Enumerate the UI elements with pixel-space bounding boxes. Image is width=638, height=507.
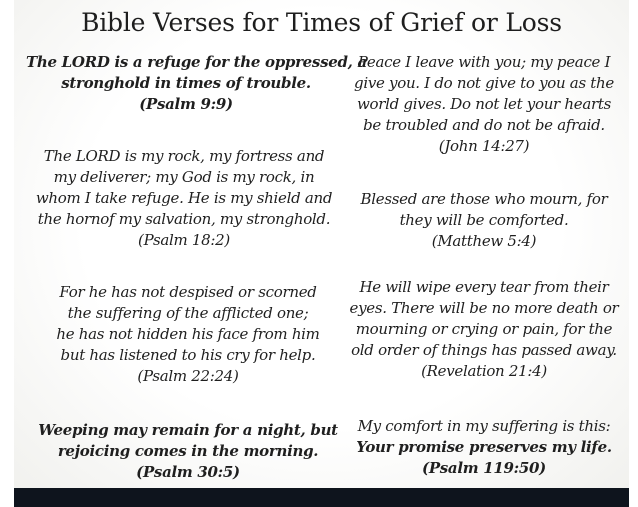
verse-line: stronghold in times of trouble. (61, 74, 311, 92)
verse-line: the hornof my salvation, my stronghold. (37, 210, 331, 228)
verse-line: mourning or crying or pain, for the (355, 320, 613, 338)
verse-matthew-5-4 (339, 189, 629, 252)
verse-line: He will wipe every tear from their (359, 278, 609, 296)
verse-line: but has listened to his cry for help. (60, 346, 316, 364)
verse-reference: (Psalm 22:24) (137, 367, 239, 385)
verse-line: whom I take refuge. He is my shield and (35, 189, 333, 207)
verse-reference: (Psalm 18:2) (138, 231, 230, 249)
verse-psalm-30-5 (28, 420, 348, 483)
verse-line: The LORD is a refuge for the oppressed, a (26, 53, 367, 71)
verse-line: they will be comforted. (399, 211, 569, 229)
verse-line: For he has not despised or scorned (59, 283, 317, 301)
verse-line: give you. I do not give to you as the (354, 74, 614, 92)
verse-reference: (Psalm 119:50) (422, 459, 546, 477)
verse-line: eyes. There will be no more death or (349, 299, 619, 317)
verse-reference: (Revelation 21:4) (421, 362, 547, 380)
verse-line: the suffering of the afflicted one; (67, 304, 309, 322)
verse-reference: (John 14:27) (438, 137, 530, 155)
verse-reference: (Psalm 9:9) (139, 95, 233, 113)
verse-line: The LORD is my rock, my fortress and (43, 147, 325, 165)
bottom-bar (14, 488, 629, 507)
verse-line: Blessed are those who mourn, for (360, 190, 608, 208)
verse-line: My comfort in my suffering is this: (357, 417, 611, 435)
verse-line: Peace I leave with you; my peace I (357, 53, 611, 71)
verse-line: old order of things has passed away. (351, 341, 617, 359)
verse-reference: (Matthew 5:4) (431, 232, 537, 250)
page-title: Bible Verses for Times of Grief or Loss (81, 8, 562, 37)
verse-revelation-21-4 (339, 277, 629, 382)
verse-line: Weeping may remain for a night, but (38, 421, 338, 439)
verse-john-14-27 (339, 52, 629, 157)
verse-line: he has not hidden his face from him (56, 325, 320, 343)
verse-line: be troubled and do not be afraid. (363, 116, 605, 134)
verse-psalm-18-2 (24, 146, 344, 251)
verse-psalm-119-50 (339, 416, 629, 479)
verse-psalm-9-9 (26, 52, 367, 115)
verse-line: rejoicing comes in the morning. (57, 442, 319, 460)
verses-card (14, 0, 629, 488)
verse-line: my deliverer; my God is my rock, in (53, 168, 315, 186)
verse-line: world gives. Do not let your hearts (357, 95, 611, 113)
verse-line: Your promise preserves my life. (356, 438, 612, 456)
verse-psalm-22-24 (28, 282, 348, 387)
verse-reference: (Psalm 30:5) (136, 463, 240, 481)
